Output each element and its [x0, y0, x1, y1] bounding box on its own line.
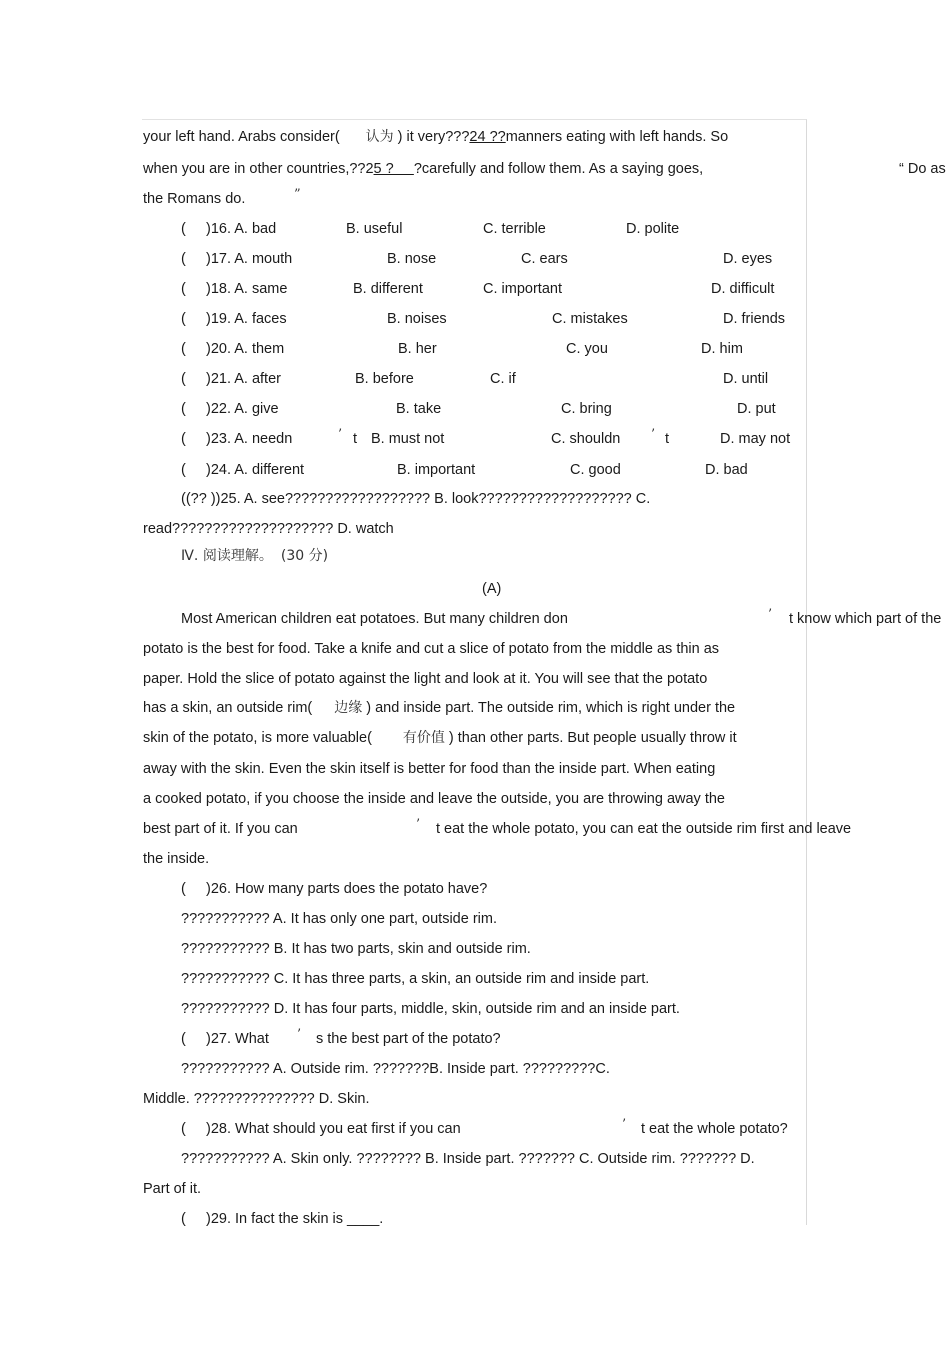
- question-26: )26. How many parts does the potato have?: [206, 881, 488, 897]
- section-score: (30 分): [280, 548, 329, 564]
- answer-paren: (: [181, 221, 186, 237]
- text: your left hand. Arabs consider(: [143, 129, 340, 145]
- passage-line-5: [143, 729, 737, 747]
- option-d: D. difficult: [711, 281, 775, 297]
- answer-paren: (: [181, 311, 186, 327]
- question-29: [206, 1210, 383, 1228]
- option-c: C. terrible: [483, 221, 546, 237]
- passage-line-7: a cooked potato, if you choose the inside and leave the outside, you are throwing away the: [143, 791, 725, 807]
- option-c: C. good: [570, 462, 621, 478]
- question-25-line-1: ((?? ))25. A. see?????????????????? B. look??????????????????? C.: [181, 491, 651, 507]
- option-d: D. bad: [705, 462, 748, 478]
- option-a: )24. A. different: [206, 462, 305, 478]
- question-27-options-line-2: Middle. ??????????????? D. Skin.: [143, 1091, 370, 1107]
- cloze-line-2: [143, 160, 703, 178]
- passage-line-6: away with the skin. Even the skin itself is better for food than the inside part. When eating: [143, 761, 716, 777]
- passage-line-8-end: t eat the whole potato, you can eat the outside rim first and leave: [436, 821, 852, 837]
- question-26-option-b: ??????????? B. It has two parts, skin and outside rim.: [181, 941, 531, 957]
- answer-paren: (: [181, 281, 186, 297]
- option-c: C. bring: [561, 401, 612, 417]
- answer-paren: (: [181, 431, 186, 447]
- letter-t: t: [665, 431, 670, 447]
- question-28-end: t eat the whole potato?: [641, 1121, 788, 1137]
- option-b: B. before: [355, 371, 414, 387]
- question-26-option-c: ??????????? C. It has three parts, a skin, an outside rim and inside part.: [181, 971, 650, 987]
- passage-line-3: paper. Hold the slice of potato against the light and look at it. You will see that the potato: [143, 671, 708, 687]
- option-c: C. you: [566, 341, 608, 357]
- chinese-gloss: 认为: [365, 129, 394, 145]
- option-d: D. eyes: [723, 251, 773, 267]
- section-title: Ⅳ. 阅读理解。: [181, 548, 273, 564]
- text: ) it very???: [397, 129, 470, 145]
- option-c: C. if: [490, 371, 516, 387]
- letter-t: t: [353, 431, 358, 447]
- option-b: B. important: [397, 462, 476, 478]
- open-quote-text: “ Do as: [899, 161, 946, 177]
- option-a: )21. A. after: [206, 371, 281, 387]
- option-b: B. useful: [346, 221, 403, 237]
- option-a: )17. A. mouth: [206, 251, 293, 267]
- option-c: C. ears: [521, 251, 568, 267]
- answer-paren: (: [181, 371, 186, 387]
- answer-paren: (: [181, 401, 186, 417]
- question-26-option-a: ??????????? A. It has only one part, outside rim.: [181, 911, 497, 927]
- answer-paren: (: [181, 1121, 186, 1137]
- passage-line-8: best part of it. If you can: [143, 821, 298, 837]
- option-d: D. put: [737, 401, 776, 417]
- option-d: D. until: [723, 371, 769, 387]
- passage-line-1-end: t know which part of the: [789, 611, 942, 627]
- option-d: D. friends: [723, 311, 786, 327]
- option-a: )23. A. needn: [206, 431, 293, 447]
- question-26-option-d: ??????????? D. It has four parts, middle, skin, outside rim and an inside part.: [181, 1001, 680, 1017]
- answer-paren: (: [181, 1211, 186, 1227]
- chinese-gloss: 边缘: [334, 700, 363, 716]
- option-b: B. take: [396, 401, 442, 417]
- option-a: )19. A. faces: [206, 311, 287, 327]
- text: ) than other parts. But people usually throw it: [448, 730, 737, 746]
- cloze-line-1: [143, 128, 728, 146]
- text: skin of the potato, is more valuable(: [143, 730, 372, 746]
- option-b: B. noises: [387, 311, 447, 327]
- answer-paren: (: [181, 462, 186, 478]
- option-a: )16. A. bad: [206, 221, 277, 237]
- question-28-options-line-2: Part of it.: [143, 1181, 202, 1197]
- option-a: )18. A. same: [206, 281, 288, 297]
- answer-blank: ____.: [347, 1211, 384, 1227]
- text: ) and inside part. The outside rim, which is right under the: [366, 700, 736, 716]
- answer-paren: (: [181, 1031, 186, 1047]
- question-27-options-line-1: ??????????? A. Outside rim. ???????B. Inside part. ?????????C.: [181, 1061, 610, 1077]
- chinese-gloss: 有价值: [402, 730, 445, 746]
- option-d: D. him: [701, 341, 743, 357]
- apostrophe: ’: [297, 1027, 302, 1042]
- text: ?carefully and follow them. As a saying goes,: [413, 161, 704, 177]
- passage-line-2: potato is the best for food. Take a knife and cut a slice of potato from the middle as thin as: [143, 641, 720, 657]
- option-a: )20. A. them: [206, 341, 285, 357]
- passage-label: (A): [482, 581, 502, 597]
- apostrophe: ’: [338, 427, 343, 442]
- question-28-options-line-1: ??????????? A. Skin only. ???????? B. Inside part. ??????? C. Outside rim. ??????? D.: [181, 1151, 755, 1167]
- option-c: C. mistakes: [552, 311, 628, 327]
- question-27: )27. What: [206, 1031, 269, 1047]
- apostrophe: ’: [622, 1117, 627, 1132]
- blank-24: 24 ??: [469, 129, 506, 145]
- text: has a skin, an outside rim(: [143, 700, 313, 716]
- passage-line-9: the inside.: [143, 851, 210, 867]
- close-quote: ”: [294, 187, 301, 202]
- option-c: C. shouldn: [551, 431, 621, 447]
- option-d: D. polite: [626, 221, 680, 237]
- apostrophe: ’: [768, 607, 773, 622]
- answer-paren: (: [181, 251, 186, 267]
- option-b: B. her: [398, 341, 437, 357]
- question-28: )28. What should you eat first if you can: [206, 1121, 461, 1137]
- option-c: C. important: [483, 281, 562, 297]
- answer-paren: (: [181, 881, 186, 897]
- apostrophe: ’: [416, 817, 421, 832]
- blank-25: 5 ?: [373, 161, 414, 177]
- cloze-line-3: the Romans do.: [143, 191, 246, 207]
- text: manners eating with left hands. So: [505, 129, 729, 145]
- option-a: )22. A. give: [206, 401, 279, 417]
- section-heading: [181, 547, 328, 565]
- question-27-end: s the best part of the potato?: [316, 1031, 501, 1047]
- passage-line-1: Most American children eat potatoes. But many children don: [181, 611, 568, 627]
- option-b: B. must not: [371, 431, 445, 447]
- passage-line-4: [143, 699, 735, 717]
- text: )29. In fact the skin is: [206, 1211, 344, 1227]
- option-b: B. different: [353, 281, 423, 297]
- question-25-line-2: read???????????????????? D. watch: [143, 521, 394, 537]
- option-b: B. nose: [387, 251, 437, 267]
- text: when you are in other countries,??2: [143, 161, 374, 177]
- option-d: D. may not: [720, 431, 791, 447]
- answer-paren: (: [181, 341, 186, 357]
- apostrophe: ’: [651, 427, 656, 442]
